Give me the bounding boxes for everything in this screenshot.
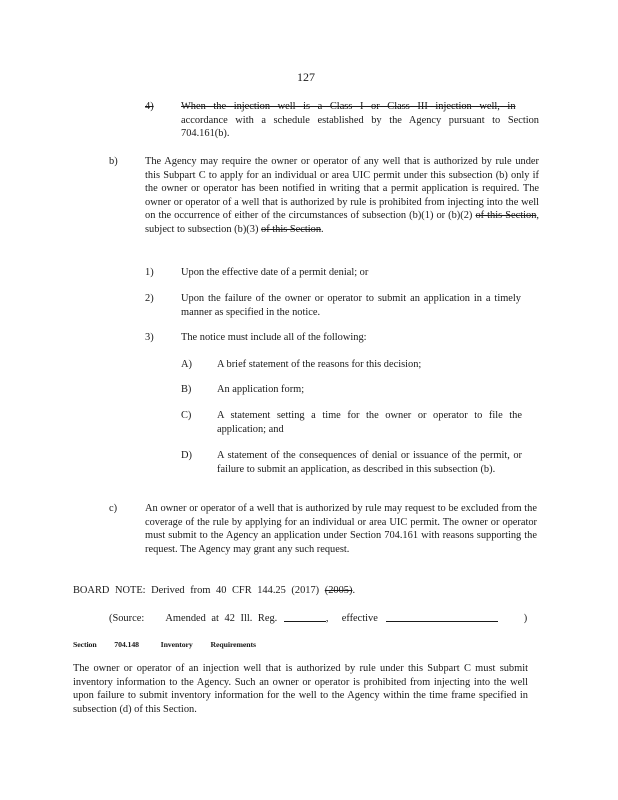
notice-item-a-letter: A) <box>181 359 192 370</box>
section-title: Inventory Requirements <box>160 640 256 649</box>
source-comma: , <box>325 613 329 624</box>
page-number: 127 <box>297 70 315 84</box>
notice-item-a-text: A brief statement of the reasons for this decision; <box>217 359 422 370</box>
item-a4-text: accordance with a schedule established by the Agency pursuant to Section 704.161(b). <box>181 114 539 140</box>
source-amended: Amended at 42 Ill. Reg. <box>165 613 278 624</box>
subsection-b-label: b) <box>109 156 118 167</box>
subsection-b-text-end: . <box>321 223 324 235</box>
section-704-148-paragraph: The owner or operator of an injection well that is authorized by rule under this Subpart C must submit inventory information to the Agency. Such an owner or operator is prohibited from injecting into the well upon failure to submit inventory information for the well to the Agency within the time frame specified in subsection (d) of this Section. <box>73 663 528 715</box>
source-effective: effective <box>341 613 378 624</box>
item-a4 <box>181 100 539 141</box>
board-note-end: . <box>352 585 356 596</box>
item-b2-number: 2) <box>145 293 154 304</box>
section-heading <box>73 638 256 652</box>
board-note-text: BOARD NOTE: Derived from 40 CFR 144.25 (2017) <box>73 585 320 596</box>
item-b1-number: 1) <box>145 267 154 278</box>
section-number: 704.148 <box>114 640 139 649</box>
item-a4-struck-text: When the injection well is a Class I or Class III injection well, in <box>181 101 516 112</box>
source-line <box>109 611 527 626</box>
item-b1-text: Upon the effective date of a permit denial; or <box>181 267 369 278</box>
subsection-b-paragraph <box>145 155 539 237</box>
subsection-c-label: c) <box>109 503 118 514</box>
struck-of-this-section-2: of this Section <box>261 223 322 235</box>
item-b3-number: 3) <box>145 332 154 343</box>
notice-item-b-letter: B) <box>181 384 192 395</box>
section-label: Section <box>73 640 97 649</box>
struck-of-this-section-1: of this Section <box>475 210 537 222</box>
notice-item-c-letter: C) <box>181 410 192 421</box>
register-page-blank <box>284 611 326 622</box>
notice-item-b-text: An application form; <box>217 384 305 395</box>
notice-item-d-letter: D) <box>181 450 192 461</box>
item-a4-number: 4) <box>145 101 154 112</box>
subsection-b-text-mid: , subject to subsection (b)(3) <box>145 210 539 235</box>
board-note <box>73 584 355 598</box>
item-b3-text: The notice must include all of the following: <box>181 332 367 343</box>
effective-date-blank <box>386 611 498 622</box>
subsection-b-text: The Agency may require the owner or operator of any well that is authorized by rule under this Subpart C to apply for an individual or area UIC permit under this subsection (b) only if the owner or operator has been notified in writing that a permit application is required. The owner or operator of a well that is authorized by rule is prohibited from injecting into the well on the occurrence of either of the circumstances of subsection (b)(1) or (b)(2) <box>145 156 539 222</box>
notice-item-d-text: A statement of the consequences of denial or issuance of the permit, or failure to submit an application, as described in this subsection (b). <box>217 450 522 475</box>
source-close: ) <box>523 613 528 624</box>
subsection-c-text: An owner or operator of a well that is authorized by rule may request to be excluded from the coverage of the rule by applying for an individual or area UIC permit. The owner or operator must submit to the Agency an application under Section 704.161 with reasons supporting the request. The Agency may grant any such request. <box>145 503 537 555</box>
source-open: (Source: <box>109 613 145 624</box>
notice-item-c-text: A statement setting a time for the owner or operator to file the application; and <box>217 410 522 435</box>
item-b2-text: Upon the failure of the owner or operator to submit an application in a timely manner as specified in the notice. <box>181 293 521 318</box>
board-note-struck-year: (2005) <box>324 585 353 596</box>
